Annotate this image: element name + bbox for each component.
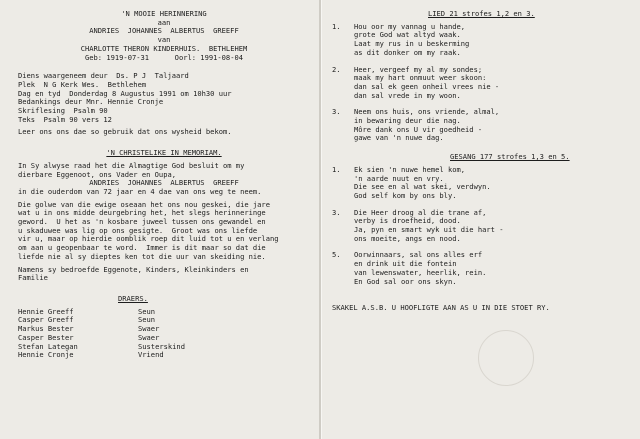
verse-line: in bewaring deur die nag.: [354, 116, 461, 126]
verse: [332, 23, 628, 58]
verse: [332, 251, 628, 286]
paragraph-line: Die golwe van die ewige oseaan het ons nou geskei, die jare: [18, 199, 270, 209]
memorial-header: [18, 10, 310, 62]
service-line: Dag en tyd Donderdag 8 Augustus 1991 om 10h30 uur: [18, 88, 232, 98]
draers-title: DRAERS.: [118, 293, 148, 303]
verse-text: [354, 209, 628, 244]
memoriam-line: dierbare Eggenoot, ons Vader en Oupa,: [18, 169, 177, 179]
lied-verses: [332, 23, 628, 143]
header-address: CHARLOTTE THERON KINDERHUIS. BETHLEHEM: [80, 43, 248, 53]
header-dates: Geb: 1919-07-31 Oorl: 1991-08-04: [84, 52, 244, 62]
paragraph-line: liefde nie al sy dieptes ken tot die uur van skeiding nie.: [18, 251, 266, 261]
service-details: [18, 72, 310, 124]
draer-row: [18, 351, 185, 360]
verse-text: [354, 251, 628, 286]
verse-line: 'n aarde nuut en vry.: [354, 173, 444, 183]
verse-line: God self kom by ons bly.: [354, 190, 457, 200]
verse-line: Neem ons huis, ons vriende, almal,: [354, 107, 500, 117]
verse-text: [354, 66, 628, 101]
verse-line: Môre dank ons U vir goedheid -: [354, 124, 483, 134]
verse-line: verby is droefheid, dood.: [354, 216, 461, 226]
memoriam-line: in die ouderdom van 72 jaar en 4 dae van ons weg te neem.: [18, 186, 262, 196]
verse-line: Ja, pyn en smart wyk uit die hart -: [354, 225, 504, 235]
verse-line: Die Heer droog al die trane af,: [354, 207, 487, 217]
lied-title: LIED 21 strofes 1,2 en 3.: [428, 9, 535, 18]
verse-line: Laat my rus in u beskerming: [354, 39, 470, 49]
paragraph-line: vir u, maar op hierdie oomblik roep dit luid tot u en verlang: [18, 234, 279, 244]
gesang-title: GESANG 177 strofes 1,3 en 5.: [450, 152, 570, 162]
footer-notice: SKAKEL A.S.B. U HOOFLIGTE AAN AS U IN DIE STOET RY.: [332, 303, 550, 313]
paragraph-line: u skaduwee was lig op ons gesigte. Groot was ons liefde: [18, 225, 258, 235]
draer-name: Markus Bester: [18, 324, 74, 334]
verse-line: Ek sien 'n nuwe hemel kom,: [354, 164, 466, 174]
scripture-quote: Leer ons ons dae so gebruik dat ons wysheid bekom.: [18, 127, 232, 137]
verse-number: 1.: [332, 164, 341, 174]
draer-name: Casper Greeff: [18, 315, 74, 325]
signoff-line: Namens sy bedroefde Eggenote, Kinders, Kleinkinders en: [18, 264, 249, 274]
memoriam-title: 'N CHRISTELIKE IN MEMORIAM.: [106, 148, 222, 158]
draer-name: Casper Bester: [18, 332, 74, 342]
verse-line: Oorwinnaars, sal ons alles erf: [354, 250, 483, 260]
memoriam-paragraph: [18, 201, 310, 262]
service-line: Diens waargeneem deur Ds. P J Taljaard: [18, 71, 189, 81]
verse-line: Heer, vergeef my al my sondes;: [354, 64, 483, 74]
verse-line: maak my hart onmuut weer skoon:: [354, 73, 487, 83]
verse-line: ons moeite, angs en nood.: [354, 233, 461, 243]
signoff: [18, 266, 310, 283]
verse: [332, 166, 628, 201]
verse-number: 1.: [332, 21, 341, 31]
verse-line: grote God wat altyd waak.: [354, 30, 461, 40]
header-title: 'N MOOIE HERINNERING: [121, 9, 207, 18]
deceased-name: ANDRIES JOHANNES ALBERTUS GREEFF: [89, 26, 239, 36]
verse-line: En God sal oor ons skyn.: [354, 276, 457, 286]
draer-role: Swaer: [138, 332, 160, 342]
verse-number: 3.: [332, 107, 341, 117]
verse: [332, 209, 628, 244]
verse-text: [354, 166, 628, 201]
verse: [332, 108, 628, 143]
verse-line: dan sal ek geen onheil vrees nie -: [354, 81, 500, 91]
draer-name: Stefan Lategan: [18, 341, 78, 351]
memoriam-name-line: ANDRIES JOHANNES ALBERTUS GREEFF: [89, 178, 239, 188]
verse-text: [354, 108, 628, 143]
verse-line: as dit donker om my raak.: [354, 47, 461, 57]
paragraph-line: geword. U het as 'n kosbare juweel tussen ons gewandel en: [18, 217, 266, 227]
draer-role: Seun: [138, 306, 156, 316]
memoriam-intro: [18, 162, 310, 197]
gesang-verses: [332, 166, 628, 286]
service-line: Skriflesing Psalm 90: [18, 106, 108, 116]
header-van: van: [157, 35, 171, 45]
service-line: Plek N G Kerk Wes. Bethlehem: [18, 79, 147, 89]
verse: [332, 66, 628, 101]
memoriam-line: In Sy alwyse raad het die Almagtige God besluit om my: [18, 160, 245, 170]
left-page: [18, 10, 310, 360]
draer-name: Hennie Cronje: [18, 350, 74, 360]
header-aan: aan: [157, 17, 171, 27]
draer-role: Swaer: [138, 324, 160, 334]
paragraph-line: wat u in ons midde deurgebring het, het slegs herinneringe: [18, 208, 266, 218]
signoff-line: Familie: [18, 273, 48, 283]
verse-line: gawe van 'n nuwe dag.: [354, 133, 444, 143]
verse-line: dan sal vrede in my woon.: [354, 90, 461, 100]
verse-number: 5.: [332, 250, 341, 260]
faint-stamp: [478, 330, 534, 386]
draer-role: Susterskind: [138, 341, 185, 351]
verse-number: 2.: [332, 64, 341, 74]
draer-name: Hennie Greeff: [18, 306, 74, 316]
service-line: Teks Psalm 90 vers 12: [18, 114, 112, 124]
verse-line: Die see en al wat skei, verdwyn.: [354, 182, 491, 192]
draer-role: Vriend: [138, 350, 164, 360]
verse-line: en drink uit die fontein: [354, 259, 457, 269]
service-line: Bedankings deur Mnr. Hennie Cronje: [18, 97, 164, 107]
draer-role: Seun: [138, 315, 156, 325]
draers-table: [18, 308, 185, 360]
verse-line: Hou oor my vannag u hande,: [354, 21, 466, 31]
center-fold-highlight: [321, 0, 322, 439]
verse-text: [354, 23, 628, 58]
verse-line: van lewenswater, heerlik, rein.: [354, 267, 487, 277]
right-page: [332, 10, 628, 313]
verse-number: 3.: [332, 207, 341, 217]
paragraph-line: om aan u geopenbaar te word. Immer is dit maar so dat die: [18, 243, 266, 253]
